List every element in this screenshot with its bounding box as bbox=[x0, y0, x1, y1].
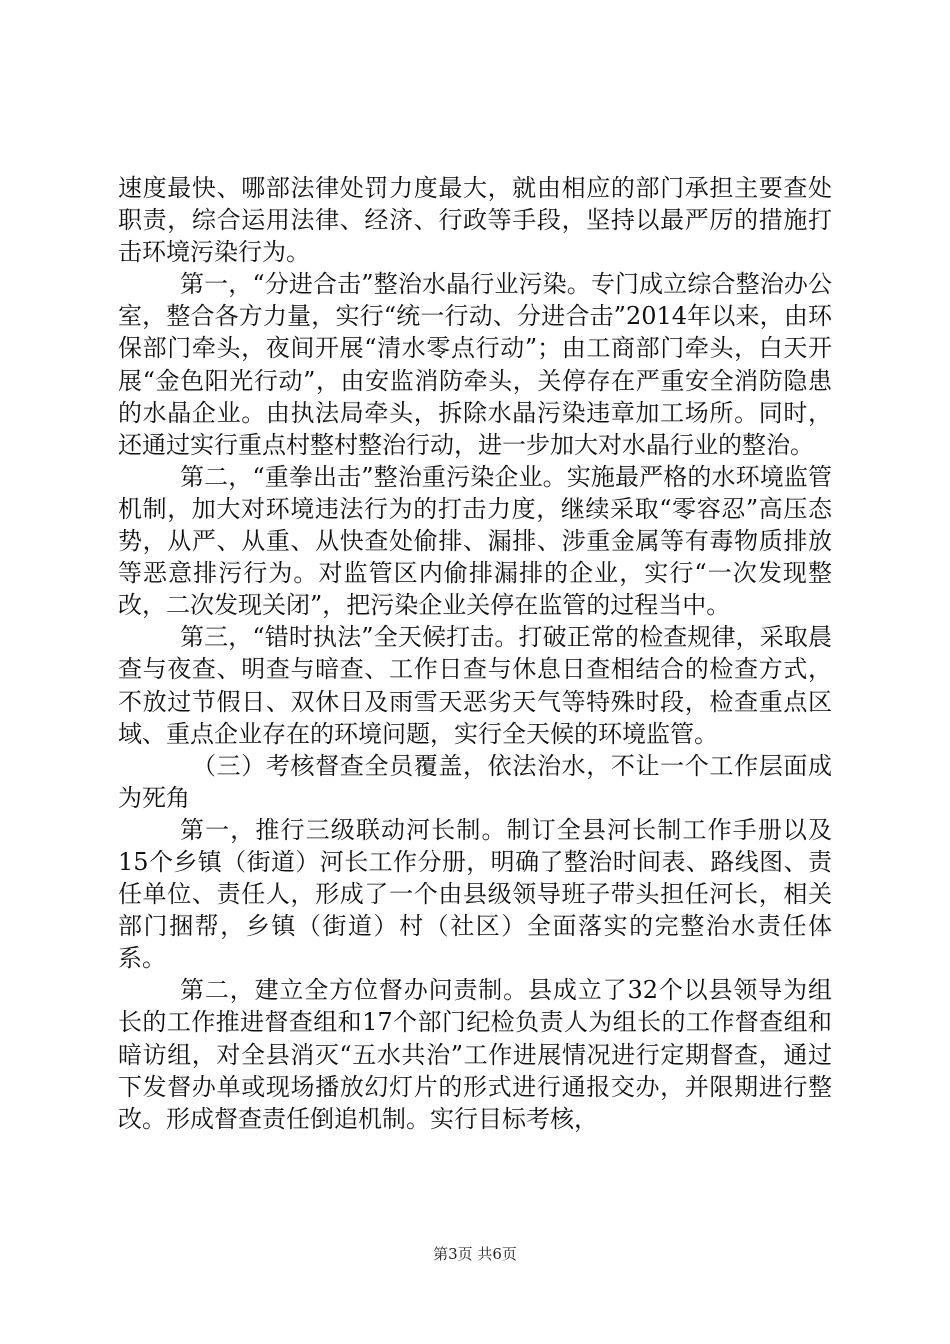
section-heading: （三）考核督查全员覆盖，依法治水，不让一个工作层面成为死角 bbox=[118, 751, 832, 812]
paragraph-heavy-pollution: 第二，“重拳出击”整治重污染企业。实施最严格的水环境监管机制，加大对环境违法行为的打击力度，继续采取“零容忍”高压态势，从严、从重、从快查处偷排、漏排、涉重金属等有毒物质排放等恶意排污行为。对监管区内偷排漏排的企业，实行“一次发现整改，二次发现关闭”，把污染企业关停在监管的过程当中。 bbox=[118, 462, 832, 620]
paragraph-staggered-enforcement: 第三，“错时执法”全天候打击。打破正常的检查规律，采取晨查与夜查、明查与暗查、工作日查与休息日查相结合的检查方式，不放过节假日、双休日及雨雪天恶劣天气等特殊时段，检查重点区域、重点企业存在的环境问题，实行全天候的环境监管。 bbox=[118, 623, 832, 748]
paragraph-crystal-industry: 第一，“分进合击”整治水晶行业污染。专门成立综合整治办公室，整合各方力量，实行“统一行动、分进合击”2014年以来，由环保部门牵头，夜间开展“清水零点行动”；由工商部门牵头，白天开展“金色阳光行动”，由安监消防牵头，关停存在严重安全消防隐患的水晶企业。由执法局牵头，拆除水晶污染违章加工场所。同时，还通过实行重点村整村整治行动，进一步加大对水晶行业的整治。 bbox=[118, 270, 832, 459]
paragraph-supervision: 第二，建立全方位督办问责制。县成立了32个以县领导为组长的工作推进督查组和17个部门纪检负责人为组长的工作督查组和暗访组，对全县消灭“五水共治”工作进展情况进行定期督查，通过下发督办单或现场播放幻灯片的形式进行通报交办，并限期进行整改。形成督查责任倒追机制。实行目标考核， bbox=[118, 976, 832, 1133]
page-number: 第3页 共6页 bbox=[433, 1245, 517, 1263]
page-footer bbox=[0, 1244, 950, 1264]
paragraph-continuation: 速度最快、哪部法律处罚力度最大，就由相应的部门承担主要查处职责，综合运用法律、经济、行政等手段，坚持以最严厉的措施打击环境污染行为。 bbox=[118, 174, 832, 267]
document-body bbox=[118, 172, 832, 1135]
paragraph-river-chief: 第一，推行三级联动河长制。制订全县河长制工作手册以及15个乡镇（街道）河长工作分册，明确了整治时间表、路线图、责任单位、责任人，形成了一个由县级领导班子带头担任河长，相关部门捆帮，乡镇（街道）村（社区）全面落实的完整治水责任体系。 bbox=[118, 815, 832, 973]
